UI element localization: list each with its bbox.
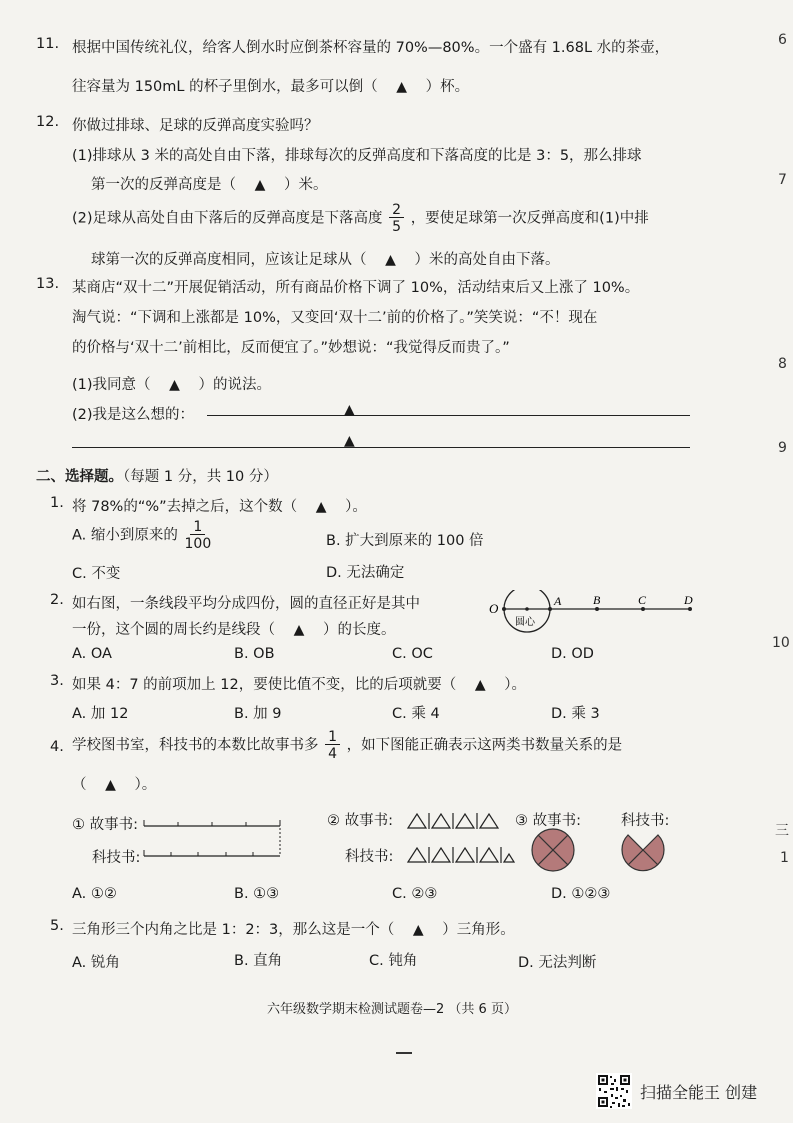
point-o xyxy=(502,607,506,611)
margin-number: 6 xyxy=(778,32,787,48)
c2-option-b[interactable]: B. OB xyxy=(234,646,275,662)
c1-number: 1. xyxy=(50,495,64,511)
c5-option-b[interactable]: B. 直角 xyxy=(234,953,283,969)
section-heading xyxy=(36,465,278,486)
c3-option-d[interactable]: D. 乘 3 xyxy=(551,706,600,722)
margin-number: 10 xyxy=(772,635,790,651)
triangle-icon xyxy=(408,848,426,862)
c5-stem xyxy=(72,918,515,939)
c3-stem-b: ）。 xyxy=(504,677,526,693)
answer-blank-triangle[interactable] xyxy=(413,922,424,938)
q12-p2-line1 xyxy=(72,203,649,234)
label-a: A xyxy=(554,594,562,608)
answer-blank-triangle[interactable] xyxy=(105,777,116,793)
page-footer: 六年级数学期末检测试题卷—2 （共 6 页） xyxy=(267,1002,517,1017)
point-d xyxy=(688,607,692,611)
q13-p2-label: (2)我是这么想的： xyxy=(72,407,195,423)
answer-line[interactable] xyxy=(207,415,690,416)
point-b xyxy=(595,607,599,611)
q13-p1 xyxy=(72,373,271,394)
triangle-icon xyxy=(432,848,450,862)
q12-p2-text-a: (2)足球从高处自由下落后的反弹高度是下落高度 xyxy=(72,210,383,227)
q13-line3: 的价格与‘双十二’前相比，反而便宜了。”妙想说：“我觉得反而贵了。” xyxy=(72,340,510,356)
c3-option-a[interactable]: A. 加 12 xyxy=(72,706,129,722)
c5-stem-a: 三角形三个内角之比是 1：2：3，那么这是一个（ xyxy=(72,922,395,938)
c2-line2-a: 一份，这个圆的周长约是线段（ xyxy=(72,622,275,638)
answer-blank-triangle[interactable] xyxy=(385,252,396,268)
q13-line2: 淘气说：“下调和上涨都是 10%，又变回‘双十二’前的价格了。”笑笑说：“不！现在 xyxy=(72,310,598,326)
c3-option-b[interactable]: B. 加 9 xyxy=(234,706,282,722)
q11-text-a: 往容量为 150mL 的杯子里倒水，最多可以倒（ xyxy=(72,79,378,95)
c4-option-d[interactable]: D. ①②③ xyxy=(551,886,611,902)
c2-line2-b: ）的长度。 xyxy=(323,622,396,638)
q12-p2-text-b: ，要使足球第一次反弹高度和(1)中排 xyxy=(410,210,649,227)
fig3-story-label: ③ 故事书: xyxy=(515,813,581,829)
c4-paren-b: ）。 xyxy=(134,777,157,793)
label-c: C xyxy=(638,593,647,607)
point-c xyxy=(641,607,645,611)
c4-stem-b: ，如下图能正确表示这两类书数量关系的是 xyxy=(346,737,623,754)
margin-number: 三 xyxy=(775,823,789,839)
q12-p2-line2 xyxy=(91,248,560,269)
fig2-story-label: ② 故事书: xyxy=(327,813,393,829)
triangle-icon xyxy=(456,814,474,828)
c3-stem-a: 如果 4：7 的前项加上 12，要使比值不变，比的后项就要（ xyxy=(72,677,457,693)
c5-option-c[interactable]: C. 钝角 xyxy=(369,953,418,969)
c1-stem xyxy=(72,495,367,516)
c1-option-b[interactable]: B. 扩大到原来的 100 倍 xyxy=(326,533,484,549)
q12-p1-line2 xyxy=(91,173,328,194)
c4-stem-a: 学校图书室，科技书的本数比故事书多 xyxy=(72,737,319,754)
c2-number: 2. xyxy=(50,592,64,608)
triangle-icon xyxy=(408,814,426,828)
c4-stem xyxy=(72,730,622,761)
c2-option-d[interactable]: D. OD xyxy=(551,646,594,662)
q11-number: 11. xyxy=(36,36,60,52)
fig2-science-label: 科技书: xyxy=(345,849,394,865)
c4-number: 4. xyxy=(50,739,64,755)
c3-number: 3. xyxy=(50,673,64,689)
margin-number: 9 xyxy=(778,440,787,456)
section-note: （每题 1 分，共 10 分） xyxy=(123,469,278,485)
q12-p2-text-c: 球第一次的反弹高度相同，应该让足球从（ xyxy=(91,252,367,268)
answer-blank-triangle[interactable] xyxy=(169,377,180,393)
q13-line1: 某商店“双十二”开展促销活动，所有商品价格下调了 10%，活动结束后又上涨了 10%。 xyxy=(72,280,640,296)
fraction-two-fifths: $\frac{2}{5}$ xyxy=(389,203,404,234)
c4-option-c[interactable]: C. ②③ xyxy=(392,886,438,902)
c5-number: 5. xyxy=(50,918,64,934)
c1-stem-b: ）。 xyxy=(345,499,367,515)
label-center: 圆心 xyxy=(515,617,535,628)
c4-paren-a: （ xyxy=(72,777,87,793)
label-d: D xyxy=(684,593,693,607)
triangle-icon xyxy=(456,848,474,862)
c1-option-d[interactable]: D. 无法确定 xyxy=(326,565,405,581)
qr-code-icon xyxy=(596,1073,632,1109)
q11-line2 xyxy=(72,75,469,96)
fig3-science-label: 科技书: xyxy=(621,813,670,829)
q12-p1-line1: (1)排球从 3 米的高处自由下落，排球每次的反弹高度和下落高度的比是 3：5，那么排球 xyxy=(72,148,642,164)
section-title: 二、选择题。 xyxy=(36,469,123,485)
q11-line1: 根据中国传统礼仪，给客人倒水时应倒茶杯容量的 70%—80%。一个盛有 1.68L 水的茶壶， xyxy=(72,40,670,56)
label-b: B xyxy=(593,593,601,607)
margin-number: 1 xyxy=(780,850,789,866)
c5-option-a[interactable]: A. 锐角 xyxy=(72,955,120,971)
c4-option-a[interactable]: A. ①② xyxy=(72,886,117,902)
q13-p1-text-b: ）的说法。 xyxy=(198,377,272,393)
c5-stem-b: ）三角形。 xyxy=(442,922,515,938)
answer-blank-triangle[interactable] xyxy=(294,622,305,638)
q12-p1-text-b: ）米。 xyxy=(284,177,328,193)
q13-number: 13. xyxy=(36,276,60,292)
answer-blank-triangle[interactable] xyxy=(255,177,266,193)
q12-stem: 你做过排球、足球的反弹高度实验吗？ xyxy=(72,118,319,134)
answer-blank-triangle[interactable] xyxy=(396,79,407,95)
fig1-story-label: ① 故事书: xyxy=(72,817,138,833)
c2-line2 xyxy=(72,618,396,639)
c3-stem xyxy=(72,673,526,694)
q12-p2-text-d: ）米的高处自由下落。 xyxy=(414,252,560,268)
margin-number: 8 xyxy=(778,356,787,372)
triangle-diagram xyxy=(405,808,515,864)
c1-option-c[interactable]: C. 不变 xyxy=(72,566,121,582)
q12-p1-text-a: 第一次的反弹高度是（ xyxy=(91,177,236,193)
fraction-one-quarter: $\frac{1}{4}$ xyxy=(325,730,340,761)
q13-p1-text-a: (1)我同意（ xyxy=(72,377,151,393)
segment-diagram xyxy=(142,810,292,862)
c1-stem-a: 将 78%的“%”去掉之后，这个数（ xyxy=(72,499,298,515)
answer-blank-triangle[interactable] xyxy=(344,402,355,418)
q11-text-b: ）杯。 xyxy=(425,79,470,95)
answer-line[interactable] xyxy=(72,447,690,448)
c2-option-a[interactable]: A. OA xyxy=(72,646,112,662)
segment-circle-figure xyxy=(486,590,696,635)
fraction-one-hundredth: $\frac{1}{100}$ xyxy=(184,519,212,552)
c2-option-c[interactable]: C. OC xyxy=(392,646,433,662)
answer-blank-triangle[interactable] xyxy=(475,677,486,693)
scanner-watermark: 扫描全能王 创建 xyxy=(640,1083,758,1102)
margin-number: 7 xyxy=(778,172,787,188)
footer-dash xyxy=(396,1052,412,1054)
circle-center-point xyxy=(525,607,529,611)
answer-blank-triangle[interactable] xyxy=(344,433,355,449)
label-o: O xyxy=(489,601,499,616)
triangle-icon xyxy=(504,854,514,862)
circle-pie-diagram xyxy=(530,826,680,876)
c4-option-b[interactable]: B. ①③ xyxy=(234,886,280,902)
c1-option-a[interactable] xyxy=(72,520,213,551)
c2-line1: 如右图，一条线段平均分成四份，圆的直径正好是其中 xyxy=(72,596,420,612)
c1-option-a-text: A. 缩小到原来的 xyxy=(72,527,178,544)
science-circle xyxy=(622,835,664,871)
c5-option-d[interactable]: D. 无法判断 xyxy=(518,955,597,971)
q12-number: 12. xyxy=(36,114,60,130)
point-a xyxy=(548,607,552,611)
answer-blank-triangle[interactable] xyxy=(316,499,327,515)
fig1-science-label: 科技书: xyxy=(92,850,141,866)
c4-paren xyxy=(72,773,156,794)
triangle-icon xyxy=(432,814,450,828)
triangle-icon xyxy=(480,848,498,862)
triangle-icon xyxy=(480,814,498,828)
c3-option-c[interactable]: C. 乘 4 xyxy=(392,706,440,722)
